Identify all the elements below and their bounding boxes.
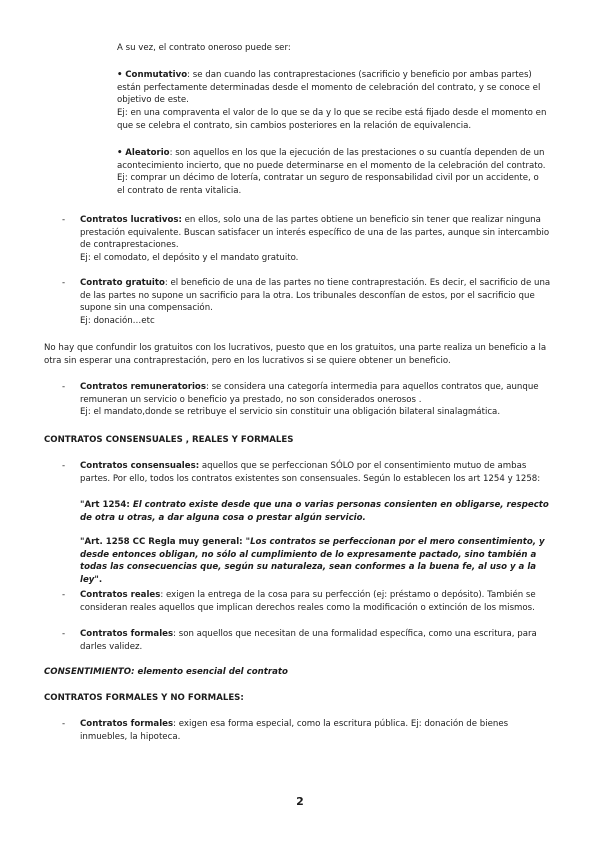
dash-marker: - (62, 278, 66, 288)
aleatorio-text: : son aquellos en los que la ejecución de las prestaciones o su cuantía dependen de un acontecimiento incierto, que no puede determinarse en el momento de la celebración del contrato. (117, 148, 546, 171)
remuneratorios-term: Contratos remuneratorios (80, 382, 206, 392)
aleatorio-example: Ej: comprar un décimo de lotería, contratar un seguro de responsabilidad civil por un accidente, o el contrato de renta vitalicia. (117, 173, 539, 197)
art-1254-label: "Art 1254: (80, 500, 130, 510)
gratuito-term: Contrato gratuito (80, 278, 165, 288)
remuneratorios-text: : se considera una categoría intermedia para aquellos contratos que, aunque remuneran un servicio o beneficio ya prestado, no son considerados onerosos . (80, 382, 539, 405)
reales-item (80, 589, 554, 614)
formales2-term: Contratos formales (80, 719, 174, 729)
formales-text: : son aquellos que necesitan de una formalidad específica, como una escritura, para darles validez. (80, 629, 537, 652)
art-1254-text: El contrato existe desde que una o varias personas consienten en obligarse, respecto de otra u otras, a dar alguna cosa o prestar algún servicio. (80, 500, 549, 523)
consentimiento-note: CONSENTIMIENTO: elemento esencial del contrato (44, 667, 288, 677)
conmutativo-item (117, 69, 549, 133)
remuneratorios-example: Ej: el mandato,donde se retribuye el servicio sin constituir una obligación bilateral sinalagmática. (80, 407, 501, 418)
page-number: 2 (296, 795, 304, 808)
no-confundir-paragraph: No hay que confundir los gratuitos con los lucrativos, puesto que en los gratuitos, una parte realiza un beneficio a la otra sin esperar una contraprestación, pero en los lucrativos si se quiere obtener un beneficio. (44, 343, 547, 366)
reales-term: Contratos reales (80, 590, 161, 600)
reales-text: : exigen la entrega de la cosa para su perfección (ej: préstamo o depósito). También se consideran reales aquellos que implican derechos reales como la modificación o extinción de los mismos. (80, 590, 536, 613)
lucrativos-example: Ej: el comodato, el depósito y el mandato gratuito. (80, 253, 299, 264)
consensuales-term: Contratos consensuales: (80, 461, 200, 471)
formales-item (80, 628, 554, 653)
bullet: • (117, 148, 123, 158)
lucrativos-text: en ellos, solo una de las partes obtiene un beneficio sin tener que realizar ninguna prestación equivalente. Buscan satisfacer un interés específico de una de las partes, aunque sin intercambio de contraprestaciones. (80, 215, 550, 251)
aleatorio-item (117, 147, 549, 198)
lucrativos-item (80, 214, 552, 265)
heading-formales: CONTRATOS FORMALES Y NO FORMALES: (44, 693, 244, 703)
bullet: • (117, 70, 123, 80)
dash-marker: - (62, 629, 66, 639)
dash-marker: - (62, 461, 66, 471)
lucrativos-term: Contratos lucrativos: (80, 215, 182, 225)
aleatorio-term: Aleatorio (125, 148, 170, 158)
art-1258-end: ". (94, 575, 103, 586)
consensuales-text: aquellos que se perfeccionan SÓLO por el consentimiento mutuo de ambas partes. Por ello, todos los contratos existentes son consensuales. Según lo establecen los art 1254 y 1258: (80, 461, 541, 484)
intro-text: A su vez, el contrato oneroso puede ser: (117, 43, 291, 53)
dash-marker: - (62, 382, 66, 392)
art-1258-quote (80, 536, 554, 587)
formales-term: Contratos formales (80, 629, 174, 639)
art-1254-quote (80, 499, 554, 524)
gratuito-example: Ej: donación…etc (80, 316, 155, 327)
heading-consensuales: CONTRATOS CONSENSUALES , REALES Y FORMALES (44, 435, 294, 445)
art-1258-label: "Art. 1258 CC Regla muy general: (80, 537, 243, 547)
dash-marker: - (62, 719, 66, 729)
consensuales-item (80, 460, 554, 485)
conmutativo-term: Conmutativo (125, 70, 188, 80)
gratuito-item (80, 277, 552, 328)
conmutativo-text: : se dan cuando las contraprestaciones (sacrificio y beneficio por ambas partes) están perfectamente determinadas desde el momento de celebración del contrato, y se conoce el objetivo de este. (117, 70, 541, 106)
art-1258-text: "Los contratos se perfeccionan por el mero consentimiento, y desde entonces obligan, no sólo al cumplimiento de lo expresamente pactado, sino también a todas las consecuencias que, según su naturaleza, sean conformes a la buena fe, al uso y a la ley (80, 537, 545, 586)
formales2-text: : exigen esa forma especial, como la escritura pública. Ej: donación de bienes inmuebles, la hipoteca. (80, 719, 509, 742)
dash-marker: - (62, 590, 66, 600)
gratuito-text: : el beneficio de una de las partes no tiene contraprestación. Es decir, el sacrificio de una de las partes no supone un sacrificio para la otra. Los tribunales desconfían de estos, por el sacrificio que supone sin una compensación. (80, 278, 551, 314)
formales-no-formales-item (80, 718, 554, 743)
dash-marker: - (62, 215, 66, 225)
conmutativo-example: Ej: en una compraventa el valor de lo que se da y lo que se recibe está fijado desde el momento en que se celebra el contrato, sin cambios posteriores en la relación de equivalencia. (117, 108, 547, 131)
remuneratorios-item (80, 381, 542, 419)
